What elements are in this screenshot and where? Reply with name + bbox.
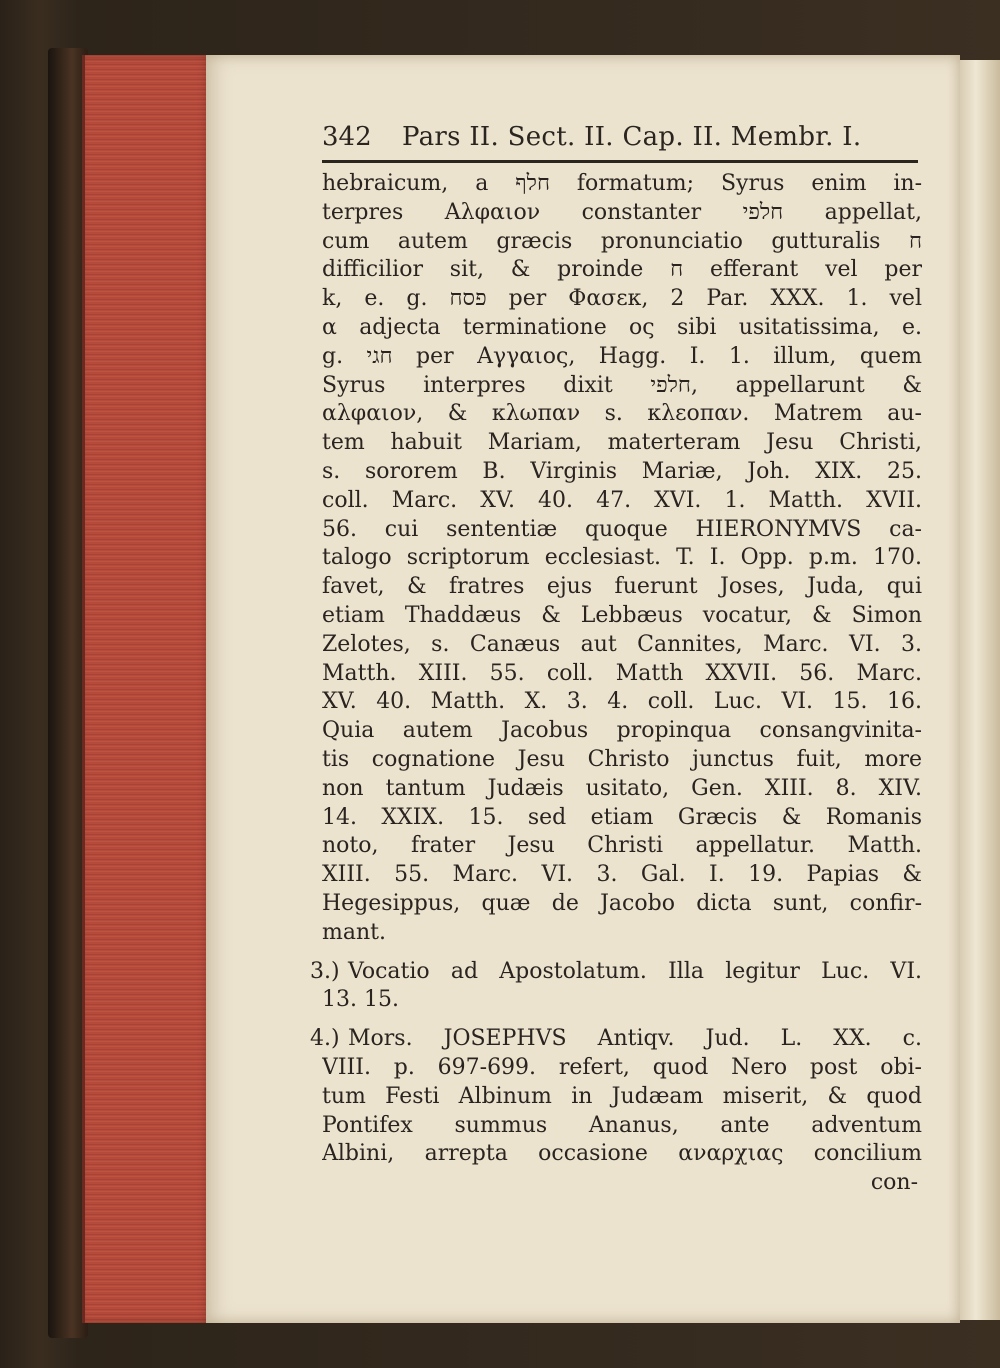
text-line: g. חגי per Αγγαιος, Hagg. I. 1. illum, quem: [322, 343, 922, 369]
body-text: [310, 170, 922, 1198]
item-number: 3.): [310, 958, 340, 984]
page-edges-red: [82, 55, 213, 1323]
item-continuation: Albini, arrepta occasione αναρχιας concilium: [322, 1141, 922, 1167]
item-continuation: tum Festi Albinum in Judæam miserit, & quod: [322, 1083, 922, 1109]
text-line: talogo scriptorum ecclesiast. T. I. Opp. p.m. 170.: [322, 545, 922, 571]
text-line: XIII. 55. Marc. VI. 3. Gal. I. 19. Papias &: [322, 862, 922, 888]
text-line: noto, frater Jesu Christi appellatur. Matth.: [322, 833, 922, 859]
header-rule: [322, 160, 918, 163]
text-line: s. sororem B. Virginis Mariæ, Joh. XIX. 25.: [322, 458, 922, 484]
text-line: tis cognatione Jesu Christo junctus fuit, more: [322, 746, 922, 772]
item-continuation: VIII. p. 697-699. refert, quod Nero post obi-: [322, 1054, 922, 1080]
text-line: Quia autem Jacobus propinqua consangvinita-: [322, 718, 922, 744]
text-line: XV. 40. Matth. X. 3. 4. coll. Luc. VI. 15. 16.: [322, 689, 922, 715]
text-line: etiam Thaddæus & Lebbæus vocatur, & Simon: [322, 602, 922, 628]
text-line: favet, & fratres ejus fuerunt Joses, Juda, qui: [322, 574, 922, 600]
item-text: Mors. JOSEPHVS Antiqv. Jud. L. XX. c.: [348, 1026, 922, 1052]
text-line: 14. XXIX. 15. sed etiam Græcis & Romanis: [322, 804, 922, 830]
text-line: Matth. XIII. 55. coll. Matth XXVII. 56. Marc.: [322, 660, 922, 686]
item-number: 4.): [310, 1026, 340, 1052]
item-continuation: Pontifex summus Ananus, ante adventum: [322, 1112, 922, 1138]
text-line: k, e. g. פסח per Φασεκ, 2 Par. XXX. 1. vel: [322, 286, 922, 312]
facing-page-edge: [960, 60, 1000, 1320]
item-continuation: 13. 15.: [322, 987, 399, 1013]
running-header: [322, 122, 922, 164]
text-line: non tantum Judæis usitato, Gen. XIII. 8. XIV.: [322, 775, 922, 801]
text-line: coll. Marc. XV. 40. 47. XVI. 1. Matth. XVII.: [322, 487, 922, 513]
text-line: Hegesippus, quæ de Jacobo dicta sunt, confir-: [322, 890, 922, 916]
item-text: Vocatio ad Apostolatum. Illa legitur Luc. VI.: [348, 958, 922, 984]
text-line: α adjecta terminatione ος sibi usitatissima, e.: [322, 314, 922, 340]
text-line: tem habuit Mariam, materteram Jesu Christi,: [322, 430, 922, 456]
numbered-item-3: [284, 958, 922, 987]
text-line: Zelotes, s. Canæus aut Cannites, Marc. VI. 3.: [322, 631, 922, 657]
text-line: Syrus interpres dixit חלפי, appellarunt &: [322, 372, 922, 398]
catchword: con-: [870, 1170, 918, 1196]
text-line: cum autem græcis pronunciatio gutturalis ח: [322, 228, 922, 254]
text-line: terpres Αλφαιον constanter חלפי appellat,: [322, 199, 922, 225]
page-number: 342: [322, 122, 372, 152]
text-line: 56. cui sententiæ quoque HIERONYMVS ca-: [322, 516, 922, 542]
text-line: hebraicum, a חלף formatum; Syrus enim in-: [322, 171, 922, 196]
text-line: difficilior sit, & proinde ח efferant vel per: [322, 257, 922, 283]
numbered-item-4: [284, 1025, 922, 1054]
text-line: mant.: [322, 919, 386, 945]
text-line: αλφαιον, & κλωπαν s. κλεοπαν. Matrem au-: [322, 401, 922, 427]
running-title: Pars II. Sect. II. Cap. II. Membr. I.: [402, 122, 862, 152]
